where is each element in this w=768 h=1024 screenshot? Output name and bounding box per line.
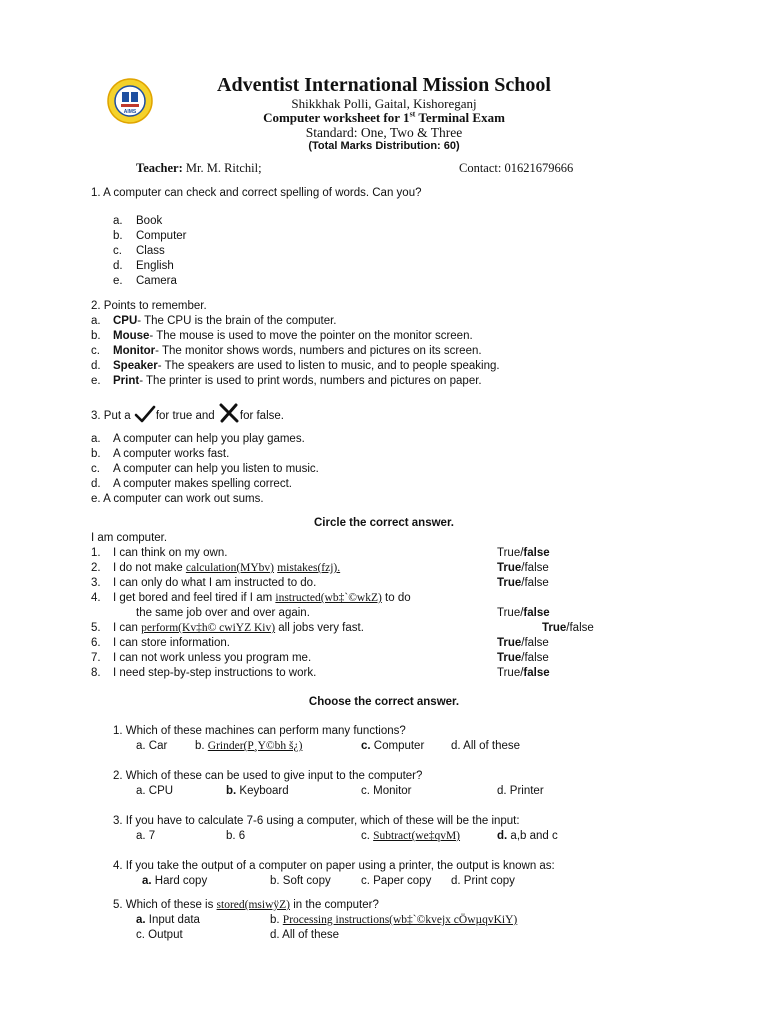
item-text: - The printer is used to print words, numbers and pictures on paper. xyxy=(139,375,482,387)
true-false-answer xyxy=(497,576,549,591)
item-text: A computer makes spelling correct. xyxy=(113,478,292,490)
teacher-label: Teacher: xyxy=(136,161,183,175)
choose-q2-b xyxy=(226,784,289,799)
worksheet-title-sup: st xyxy=(409,109,416,119)
choose-q3-c xyxy=(361,829,460,844)
item-letter: d. xyxy=(91,478,101,490)
row-number: 7. xyxy=(91,652,101,664)
item-term: Speaker xyxy=(113,360,158,372)
row-number: 5. xyxy=(91,622,101,634)
true-option: True/ xyxy=(497,667,524,679)
statement-text: I can only do what I am instructed to do. xyxy=(113,577,317,589)
true-false-answer xyxy=(542,621,594,636)
table-row xyxy=(91,591,651,606)
choose-q1-c-text: Computer xyxy=(370,740,425,752)
row-number: 2. xyxy=(91,562,101,574)
table-row xyxy=(91,636,651,651)
item-text: - The monitor shows words, numbers and pictures on its screen. xyxy=(155,345,482,357)
item-letter: a. xyxy=(91,315,101,327)
item-letter: d. xyxy=(91,360,101,372)
choose-q1-b xyxy=(195,739,302,754)
school-name: Adventist International Mission School xyxy=(217,74,551,96)
choose-q5-d: d. All of these xyxy=(270,929,340,941)
choose-heading: Choose the correct answer. xyxy=(308,696,460,708)
false-option: /false xyxy=(521,562,549,574)
item-text: - The speakers are used to listen to music, and to people speaking. xyxy=(157,360,500,372)
choose-q4: 4. If you take the output of a computer on paper using a printer, the output is known as: xyxy=(113,860,555,872)
statement xyxy=(113,546,227,561)
choose-q1-a: a. Car xyxy=(136,740,168,752)
statement-text: I can xyxy=(113,622,142,634)
circle-heading: Circle the correct answer. xyxy=(314,517,454,529)
item-term: Print xyxy=(113,375,140,387)
worksheet-title-post: Terminal Exam xyxy=(415,110,505,125)
choose-q3-d-letter: d. xyxy=(497,830,508,842)
false-option: /false xyxy=(521,577,549,589)
statement-text-2: to do xyxy=(381,592,411,604)
choose-q1-b-answer: Grinder(P¸Y©bh š¿) xyxy=(207,740,303,752)
row-number: 4. xyxy=(91,592,101,604)
row-number: 3. xyxy=(91,577,101,589)
cross-mark-icon xyxy=(218,403,240,428)
option-text: English xyxy=(136,260,174,272)
item-line xyxy=(91,492,264,507)
option-letter: b. xyxy=(113,230,123,242)
statement xyxy=(113,576,316,591)
choose-q5-post: in the computer? xyxy=(290,899,379,911)
statement xyxy=(113,636,230,651)
item-content xyxy=(113,374,482,389)
item-text: A computer can help you play games. xyxy=(113,433,305,445)
statement-text: I can not work unless you program me. xyxy=(113,652,312,664)
choose-q2-c: c. Monitor xyxy=(361,785,412,797)
choose-q5-b xyxy=(270,913,557,928)
choose-q3: 3. If you have to calculate 7-6 using a computer, which of these will be the input: xyxy=(113,815,520,827)
row-number: 8. xyxy=(91,667,101,679)
choose-q5-a-text: Input data xyxy=(145,914,200,926)
circle-intro: I am computer. xyxy=(91,532,168,544)
choose-q1: 1. Which of these machines can perform many functions? xyxy=(113,725,406,737)
option-letter: c. xyxy=(113,245,122,257)
false-option: /false xyxy=(566,622,594,634)
choose-q1-d: d. All of these xyxy=(451,740,521,752)
statement xyxy=(113,591,411,606)
q2-heading: 2. Points to remember. xyxy=(91,300,207,312)
false-option: false xyxy=(523,547,550,559)
false-option: /false xyxy=(521,637,549,649)
choose-q5-c: c. Output xyxy=(136,929,183,941)
option-text: Book xyxy=(136,215,163,227)
table-row xyxy=(91,666,651,681)
choose-q2-b-text: Keyboard xyxy=(236,785,289,797)
statement-text: I can think on my own. xyxy=(113,547,228,559)
option-text: Camera xyxy=(136,275,177,287)
teacher-name: Mr. M. Ritchil; xyxy=(182,161,262,175)
option-letter: d. xyxy=(113,260,123,272)
item-text: - The CPU is the brain of the computer. xyxy=(137,315,337,327)
true-option: True xyxy=(542,622,567,634)
choose-q2-a: a. CPU xyxy=(136,785,174,797)
item-letter: b. xyxy=(91,448,101,460)
statement-underlined: calculation(MYbv) xyxy=(185,562,275,574)
true-option: True xyxy=(497,637,522,649)
q3-mid: for true and xyxy=(155,410,215,422)
item-term: Monitor xyxy=(113,345,156,357)
statement-underlined: instructed(wb‡`©wkZ) xyxy=(275,592,382,604)
item-term: CPU xyxy=(113,315,138,327)
choose-q4-d: d. Print copy xyxy=(451,875,515,887)
choose-q5-b-pre: b. xyxy=(270,914,283,926)
table-row xyxy=(91,546,651,561)
choose-q2-b-letter: b. xyxy=(226,785,237,797)
row-number: 6. xyxy=(91,637,101,649)
choose-q4-a-text: Hard copy xyxy=(151,875,208,887)
choose-q1-c xyxy=(361,739,424,754)
item-text: - The mouse is used to move the pointer on the monitor screen. xyxy=(149,330,473,342)
statement-underlined-2: mistakes(fzj). xyxy=(277,562,341,574)
choose-q3-a: a. 7 xyxy=(136,830,156,842)
checkmark-icon xyxy=(134,405,156,428)
choose-q4-a xyxy=(142,874,207,889)
total-marks: (Total Marks Distribution: 60) xyxy=(308,140,460,152)
table-row xyxy=(91,606,651,621)
true-option: True xyxy=(497,577,522,589)
item-letter: c. xyxy=(91,345,100,357)
row-number: 1. xyxy=(91,547,101,559)
false-option: false xyxy=(523,667,550,679)
choose-q4-b: b. Soft copy xyxy=(270,875,331,887)
true-option: True/ xyxy=(497,607,524,619)
option-text: Computer xyxy=(136,230,187,242)
statement-text-2: all jobs very fast. xyxy=(275,622,364,634)
statement xyxy=(136,606,310,621)
q3-heading xyxy=(91,403,284,428)
table-row xyxy=(91,621,651,636)
statement-text: the same job over and over again. xyxy=(136,607,310,619)
option-text: Class xyxy=(136,245,165,257)
statement xyxy=(113,666,316,681)
statement-underlined: perform(Kv‡h© cwiYZ Kiv) xyxy=(141,622,276,634)
choose-q1-c-letter: c. xyxy=(361,740,371,752)
worksheet-title-pre: Computer worksheet for 1 xyxy=(263,110,410,125)
true-false-answer xyxy=(497,651,549,666)
statement xyxy=(113,651,311,666)
choose-q4-c: c. Paper copy xyxy=(361,875,432,887)
item-letter: e. xyxy=(91,375,101,387)
statement-text: I can store information. xyxy=(113,637,230,649)
choose-q1-b-pre: b. xyxy=(195,740,208,752)
statement xyxy=(113,561,340,576)
teacher-line xyxy=(136,161,262,176)
item-letter: c. xyxy=(91,463,100,475)
item-letter: b. xyxy=(91,330,101,342)
choose-q5-b-answer: Processing instructions(wb‡`©kvejx cÖwµqvKiY) xyxy=(282,914,518,926)
choose-q5 xyxy=(113,898,379,913)
option-letter: a. xyxy=(113,215,123,227)
standard-line: Standard: One, Two & Three xyxy=(305,125,463,140)
item-text: A computer can work out sums. xyxy=(103,493,264,505)
q3-pre: 3. Put a xyxy=(91,410,131,422)
true-false-answer xyxy=(497,546,550,561)
true-false-answer xyxy=(497,606,550,621)
item-content xyxy=(113,359,500,374)
item-term: Mouse xyxy=(113,330,150,342)
statement-text: I get bored and feel tired if I am xyxy=(113,592,276,604)
false-option: /false xyxy=(521,652,549,664)
q3-post: for false. xyxy=(239,410,284,422)
circle-list xyxy=(91,546,651,681)
true-option: True xyxy=(497,652,522,664)
statement-text: I do not make xyxy=(113,562,186,574)
item-text: A computer works fast. xyxy=(113,448,230,460)
true-false-answer xyxy=(497,561,549,576)
table-row xyxy=(91,561,651,576)
choose-q4-a-letter: a. xyxy=(142,875,152,887)
true-option: True/ xyxy=(497,547,524,559)
true-false-answer xyxy=(497,636,549,651)
statement xyxy=(113,621,364,636)
choose-q3-b: b. 6 xyxy=(226,830,246,842)
item-content xyxy=(113,344,482,359)
table-row xyxy=(91,651,651,666)
q1-question: 1. A computer can check and correct spelling of words. Can you? xyxy=(91,187,422,199)
choose-q2-d: d. Printer xyxy=(497,785,544,797)
choose-q3-c-pre: c. xyxy=(361,830,374,842)
item-text: A computer can help you listen to music. xyxy=(113,463,319,475)
choose-q5-a-letter: a. xyxy=(136,914,146,926)
table-row xyxy=(91,576,651,591)
contact-line: Contact: 01621679666 xyxy=(459,161,574,175)
true-false-answer xyxy=(497,666,550,681)
school-address: Shikkhak Polli, Gaital, Kishoreganj xyxy=(291,96,477,111)
statement-text: I need step-by-step instructions to work. xyxy=(113,667,317,679)
choose-q5-a xyxy=(136,913,200,928)
item-content xyxy=(113,329,473,344)
option-letter: e. xyxy=(113,275,123,287)
true-option: True xyxy=(497,562,522,574)
choose-q5-stored: stored(msiwÿZ) xyxy=(216,899,291,911)
item-letter: a. xyxy=(91,433,101,445)
choose-q3-d-text: a,b and c xyxy=(507,830,558,842)
worksheet-title xyxy=(150,110,618,125)
choose-q3-c-answer: Subtract(we‡qvM) xyxy=(373,830,461,842)
item-content xyxy=(113,314,337,329)
choose-q3-d xyxy=(497,829,558,844)
choose-q5-pre: 5. Which of these is xyxy=(113,899,217,911)
false-option: false xyxy=(523,607,550,619)
item-letter: e. xyxy=(91,493,101,505)
logo-text: AIMS xyxy=(123,109,137,115)
choose-q2: 2. Which of these can be used to give input to the computer? xyxy=(113,770,423,782)
